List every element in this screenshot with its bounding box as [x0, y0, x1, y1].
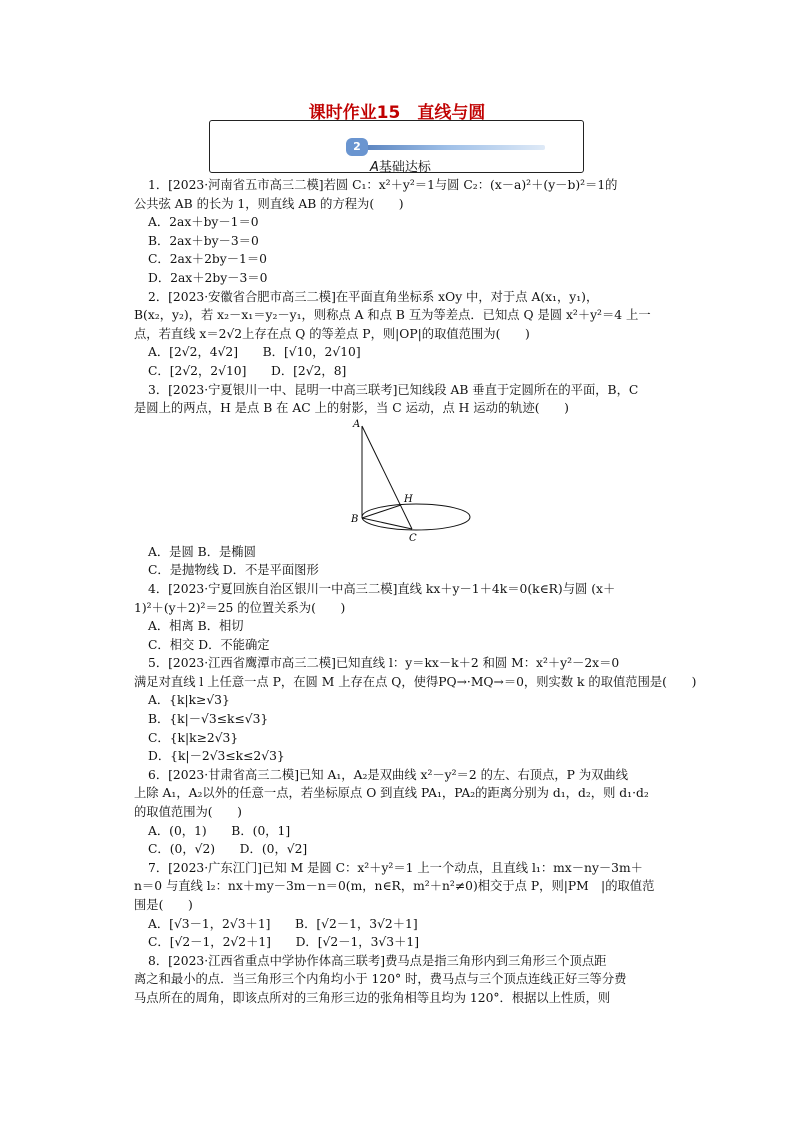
text-line: B．{k|－√3≤k≤√3} [148, 712, 269, 727]
banner-bar [350, 145, 545, 150]
text-line: 的取值范围为( ) [134, 805, 242, 820]
text-line: A．相离 B．相切 [148, 619, 244, 634]
text-line: 8．[2023·江西省重点中学协作体高三联考]费马点是指三角形内到三角形三个顶点距 [148, 953, 607, 968]
text-line: B．2ax＋by－3＝0 [148, 233, 259, 248]
text-line: 围是( ) [134, 898, 193, 912]
text-line: C．{k|k≥2√3} [148, 730, 239, 745]
text-line: 是圆上的两点，H 是点 B 在 AC 上的射影，当 C 运动，点 H 运动的轨迹( ) [134, 401, 569, 416]
banner-badge: 2 [346, 138, 368, 156]
banner-label-text: 基础达标 [378, 160, 431, 175]
geometry-figure [148, 418, 672, 543]
text-line: n＝0 与直线 l₂：nx＋my－3m－n＝0(m，n∈R，m²＋n²≠0)相交于点 P，则|PM |的取值范 [134, 879, 655, 894]
text-line: 点，若直线 x＝2√2上存在点 Q 的等差点 P，则|OP|的取值范围为( ) [134, 326, 530, 341]
text-line: B(x₂，y₂)，若 x₂－x₁＝y₂－y₁，则称点 A 和点 B 互为等差点．已知点 Q 是圆 x²＋y²＝4 上一 [134, 308, 651, 323]
text-line: 5．[2023·江西省鹰潭市高三二模]已知直线 l：y＝kx－k＋2 和圆 M：x²＋y²－2x＝0 [148, 656, 620, 671]
text-line: C．(0，√2) D．(0，√2] [148, 842, 308, 857]
text-line: D．2ax＋2by－3＝0 [148, 270, 268, 285]
text-line: 上除 A₁，A₂以外的任意一点，若坐标原点 O 到直线 PA₁，PA₂的距离分别为 d₁，d₂，则 d₁·d₂ [134, 786, 649, 801]
text-line: 公共弦 AB 的长为 1，则直线 AB 的方程为( ) [134, 196, 404, 211]
question-content [134, 176, 697, 1008]
base-circle [362, 504, 470, 530]
text-line: C．[2√2，2√10] D．[2√2，8] [148, 363, 347, 378]
cone-diagram [344, 418, 474, 543]
banner-label [370, 156, 431, 175]
text-line: 1)²＋(y＋2)²＝25 的位置关系为( ) [134, 600, 346, 615]
section-banner [209, 120, 584, 173]
text-line: 1．[2023·河南省五市高三二模]若圆 C₁：x²＋y²＝1与圆 C₂：(x－a)²＋(y－b)²＝1的 [148, 178, 618, 192]
text-line: 7．[2023·广东江门]已知 M 是圆 C：x²＋y²＝1 上一个动点，且直线 l₁：mx－ny－3m＋ [148, 860, 643, 875]
text-line: C．[√2－1，2√2＋1] D．[√2－1，3√3＋1] [148, 935, 420, 950]
text-line: C．相交 D．不能确定 [148, 637, 270, 652]
text-line: 离之和最小的点．当三角形三个内角均小于 120° 时，费马点与三个顶点连线正好三等分费 [134, 972, 627, 987]
text-line: A．是圆 B．是椭圆 [148, 544, 256, 559]
text-line: D．{k|－2√3≤k≤2√3} [148, 749, 285, 764]
text-line: 2．[2023·安徽省合肥市高三二模]在平面直角坐标系 xOy 中，对于点 A(x₁，y₁)， [148, 289, 599, 304]
banner-label-letter: A [370, 160, 379, 175]
lines-before-figure [134, 176, 672, 418]
text-line: 满足对直线 l 上任意一点 P，在圆 M 上存在点 Q，使得PQ→·MQ→＝0，则实数 k 的取值范围是( ) [134, 674, 697, 689]
text-line: 马点所在的周角，即该点所对的三角形三边的张角相等且均为 120°．根据以上性质，则 [134, 990, 611, 1005]
text-line: 4．[2023·宁夏回族自治区银川一中高三二模]直线 kx＋y－1＋4k＝0(k∈R)与圆 (x＋ [148, 581, 616, 596]
text-line: 6．[2023·甘肃省高三二模]已知 A₁，A₂是双曲线 x²－y²＝2 的左、右顶点，P 为双曲线 [148, 767, 629, 782]
page-title: 课时作业15 直线与圆 [308, 103, 486, 123]
text-line: C．2ax＋2by－1＝0 [148, 252, 267, 267]
segment-ac [362, 426, 412, 529]
label-a: A [353, 418, 361, 430]
text-line: A．[√3－1，2√3＋1] B．[√2－1，3√2＋1] [148, 916, 418, 931]
text-line: A．{k|k≥√3} [148, 693, 230, 708]
text-line: A．[2√2，4√2] B．[√10，2√10] [148, 345, 361, 360]
label-c: C [409, 532, 417, 543]
label-b: B [351, 513, 359, 525]
lines-after-figure [134, 543, 697, 1008]
label-h: H [404, 493, 413, 505]
text-line: A．2ax＋by－1＝0 [148, 215, 259, 230]
text-line: A．(0，1) B．(0，1] [148, 823, 291, 838]
text-line: C．是抛物线 D．不是平面图形 [148, 563, 319, 578]
text-line: 3．[2023·宁夏银川一中、昆明一中高三联考]已知线段 AB 垂直于定圆所在的平面，B，C [148, 382, 639, 397]
